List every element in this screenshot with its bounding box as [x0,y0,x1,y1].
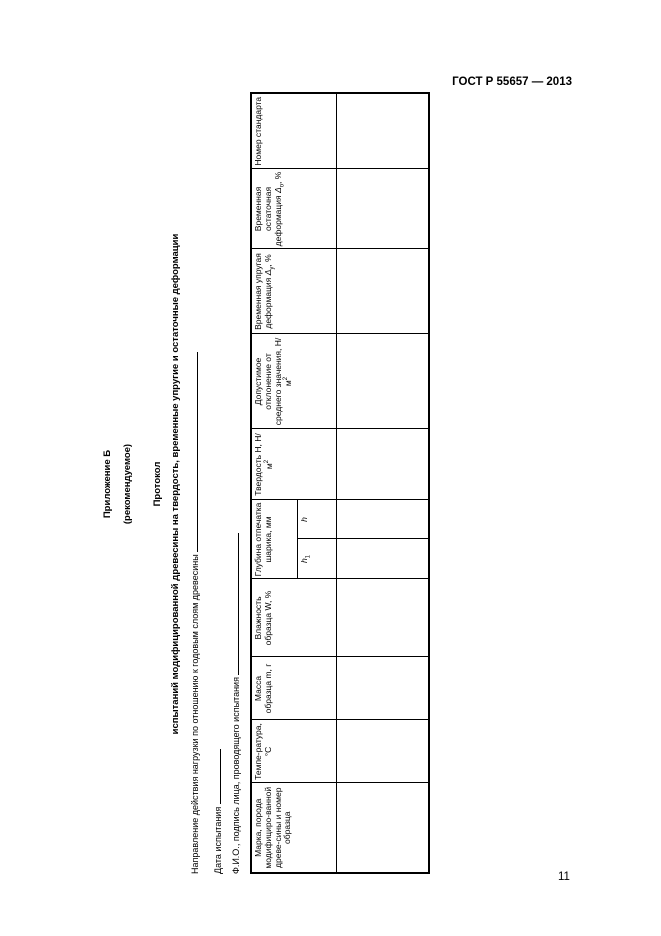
load-direction-line [188,352,198,552]
protocol-subtitle: испытаний модифицированной древесины на твердость, временные упругие и остаточные деформации [170,233,181,735]
data-cell-elastic-deformation[interactable] [336,249,429,334]
header-cell-deviation: Допустимое отклонение от среднего значения, $Н/м^2$ [251,334,336,429]
data-cell-temperature[interactable] [336,720,429,783]
test-date-field [211,749,223,874]
data-cell-deviation[interactable] [336,334,429,429]
load-direction-field [188,352,200,874]
header-cell-indent-depth: Глубина отпечатка шарика, мм [251,500,297,579]
header-cell-h: h [297,500,336,539]
test-date-line [211,749,221,804]
header-cell-h1: $h_1$ [297,539,336,579]
protocol-title: Протокол [152,461,163,507]
operator-field [229,533,241,874]
data-cell-h1[interactable] [336,539,429,579]
header-cell-temperature: Темпе-ратура, °С [251,720,336,783]
header-cell-moisture: Влажность образца W, % [251,579,336,657]
header-cell-elastic-deformation: Временная упругая деформация $\Delta_у$, % [251,249,336,334]
operator-line [229,533,239,675]
data-cell-residual-deformation[interactable] [336,169,429,249]
header-cell-mass: Масса образца m, г [251,657,336,720]
page-number: 11 [558,871,570,883]
data-cell-mass[interactable] [336,657,429,720]
header-cell-standard-number: Номер стандарта [251,93,336,169]
standard-header: ГОСТ Р 55657 — 2013 [452,76,572,88]
data-cell-hardness[interactable] [336,429,429,500]
header-cell-residual-deformation: Временная остаточная деформация $\Delta_о$, % [251,169,336,249]
test-date-label: Дата испытания [213,806,223,874]
data-cell-h[interactable] [336,500,429,539]
operator-label: Ф.И.О., подпись лица, проводящего испытания [231,677,241,874]
appendix-status: (рекомендуемое) [122,443,133,525]
protocol-table [250,92,430,874]
table-row [336,93,429,873]
appendix-title: Приложение Б [102,449,113,519]
header-cell-hardness: Твердость Н, $Н/м^2$ [251,429,336,500]
data-cell-grade[interactable] [336,783,429,873]
rotated-protocol-sheet [100,94,433,874]
load-direction-label: Направление действия нагрузки по отношению к годовым слоям древесины [190,554,200,874]
header-cell-grade: Марка, порода модифициро-ванной древе-сины и номер образца [251,783,336,873]
data-cell-standard-number[interactable] [336,93,429,169]
data-cell-moisture[interactable] [336,579,429,657]
